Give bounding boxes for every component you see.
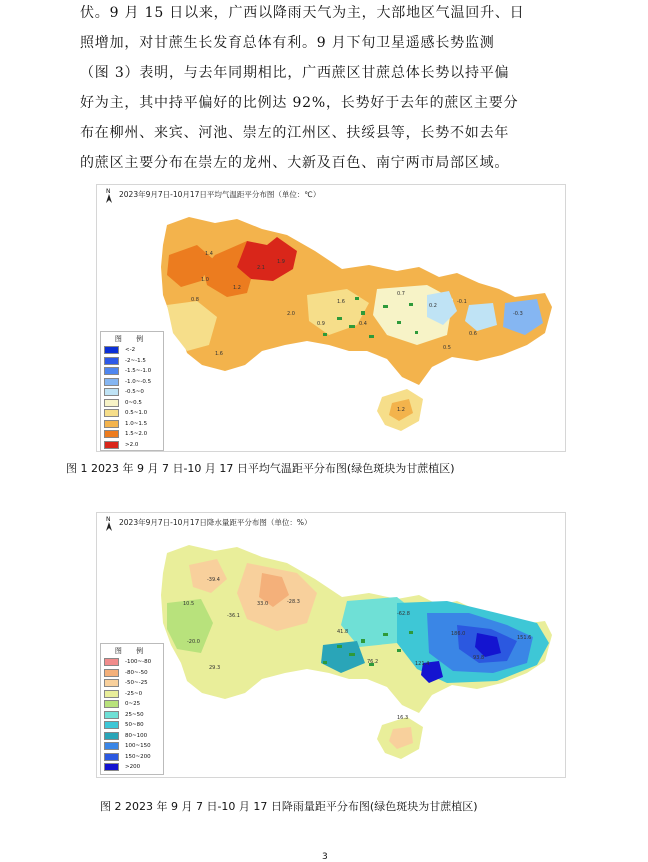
legend-label: 80~100 (125, 732, 148, 739)
map-title: 2023年9月7日-10月17日降水量距平分布图（单位：%） (119, 518, 312, 527)
svg-text:-62.8: -62.8 (397, 611, 410, 617)
svg-text:-36.1: -36.1 (227, 613, 240, 619)
legend-swatch (104, 679, 119, 687)
legend-swatch (104, 441, 119, 449)
legend-swatch (104, 367, 119, 375)
figure-precipitation-anomaly-map (96, 512, 566, 778)
legend-swatch (104, 690, 119, 698)
legend-label: 0.5~1.0 (125, 410, 148, 417)
north-arrow-icon: N (103, 516, 115, 532)
svg-text:93.8: 93.8 (473, 655, 485, 661)
legend-item (101, 710, 163, 721)
paragraph-line: 好为主，其中持平偏好的比例达 92%，长势好于去年的蔗区主要分 (80, 95, 519, 111)
legend-item (101, 657, 163, 668)
page-number: 3 (322, 852, 328, 862)
svg-text:0.2: 0.2 (429, 303, 437, 309)
legend-swatch (104, 388, 119, 396)
legend-title: 图 例 (114, 647, 150, 655)
svg-text:186.0: 186.0 (451, 631, 466, 637)
legend-label: -100~-80 (125, 659, 152, 666)
svg-text:1.0: 1.0 (201, 277, 209, 283)
legend-item (101, 668, 163, 679)
svg-text:-20.0: -20.0 (187, 639, 200, 645)
north-arrow-icon: N (103, 188, 115, 204)
paragraph-line: 伏。9 月 15 日以来，广西以降雨天气为主，大部地区气温回升、日 (80, 5, 525, 21)
legend-swatch (104, 700, 119, 708)
legend-swatch (104, 732, 119, 740)
legend-label: -25~0 (125, 690, 143, 697)
legend-label: 150~200 (125, 753, 151, 760)
paragraph-line: 的蔗区主要分布在崇左的龙州、大新及百色、南宁两市局部区域。 (80, 155, 510, 171)
legend-swatch (104, 711, 119, 719)
legend-label: 0~25 (125, 701, 141, 708)
svg-text:16.3: 16.3 (397, 715, 409, 721)
svg-text:1.6: 1.6 (215, 351, 223, 357)
legend-item (101, 689, 163, 700)
legend-item (101, 731, 163, 742)
legend-label: 0~0.5 (125, 399, 142, 406)
legend-label: -50~-25 (125, 680, 148, 687)
svg-text:0.8: 0.8 (191, 297, 199, 303)
legend-swatch (104, 346, 119, 354)
svg-text:2.0: 2.0 (287, 311, 295, 317)
svg-text:0.6: 0.6 (469, 331, 477, 337)
svg-text:151.6: 151.6 (517, 635, 532, 641)
legend-item (101, 366, 163, 377)
temperature-anomaly-map (97, 185, 565, 451)
map-legend (100, 643, 164, 775)
svg-text:1.2: 1.2 (233, 285, 241, 291)
legend-swatch (104, 753, 119, 761)
legend-swatch (104, 669, 119, 677)
legend-label: -2~-1.5 (125, 357, 146, 364)
legend-item (101, 419, 163, 430)
legend-swatch (104, 721, 119, 729)
paragraph-line: （图 3）表明，与去年同期相比，广西蔗区甘蔗总体长势以持平偏 (80, 65, 510, 81)
legend-swatch (104, 378, 119, 386)
legend-swatch (104, 763, 119, 771)
legend-item (101, 387, 163, 398)
svg-text:1.9: 1.9 (277, 259, 285, 265)
legend-item (101, 440, 163, 451)
legend-swatch (104, 357, 119, 365)
legend-item (101, 678, 163, 689)
legend-label: -80~-50 (125, 669, 148, 676)
legend-item (101, 377, 163, 388)
legend-title: 图 例 (114, 335, 150, 343)
legend-label: >2.0 (125, 441, 139, 448)
legend-label: 1.0~1.5 (125, 420, 148, 427)
legend-swatch (104, 409, 119, 417)
legend-item (101, 345, 163, 356)
svg-text:0.7: 0.7 (397, 291, 405, 297)
legend-swatch (104, 420, 119, 428)
legend-label: 1.5~2.0 (125, 431, 148, 438)
svg-text:-0.3: -0.3 (513, 311, 523, 317)
svg-text:76.2: 76.2 (367, 659, 379, 665)
svg-text:1.2: 1.2 (397, 407, 405, 413)
map-legend (100, 331, 164, 451)
figure-temperature-anomaly-map (96, 184, 566, 452)
legend-item (101, 752, 163, 763)
legend-item (101, 762, 163, 773)
svg-text:1.6: 1.6 (337, 299, 345, 305)
svg-text:121.4: 121.4 (415, 661, 430, 667)
figure-1-caption: 图 1 2023 年 9 月 7 日-10 月 17 日平均气温距平分布图(绿色斑块为甘蔗植区) (66, 462, 455, 475)
svg-text:0.4: 0.4 (359, 321, 367, 327)
svg-text:-39.4: -39.4 (207, 577, 220, 583)
svg-text:41.8: 41.8 (337, 629, 349, 635)
svg-text:2.1: 2.1 (257, 265, 265, 271)
legend-label: -1.0~-0.5 (125, 378, 152, 385)
legend-swatch (104, 399, 119, 407)
legend-item (101, 408, 163, 419)
legend-swatch (104, 430, 119, 438)
svg-text:0.9: 0.9 (317, 321, 325, 327)
svg-text:33.0: 33.0 (257, 601, 269, 607)
svg-text:10.5: 10.5 (183, 601, 195, 607)
svg-text:1.4: 1.4 (205, 251, 213, 257)
svg-text:29.3: 29.3 (209, 665, 221, 671)
legend-label: 50~80 (125, 722, 144, 729)
paragraph-line: 照增加，对甘蔗生长发育总体有利。9 月下旬卫星遥感长势监测 (80, 35, 495, 51)
legend-item (101, 398, 163, 409)
legend-swatch (104, 742, 119, 750)
legend-item (101, 699, 163, 710)
legend-label: >200 (125, 764, 141, 771)
svg-text:0.5: 0.5 (443, 345, 451, 351)
legend-label: <-2 (125, 347, 136, 354)
map-title: 2023年9月7日-10月17日平均气温距平分布图（单位：℃） (119, 190, 321, 199)
svg-text:-0.1: -0.1 (457, 299, 467, 305)
body-paragraph (80, 4, 580, 184)
legend-label: 100~150 (125, 743, 151, 750)
legend-item (101, 429, 163, 440)
legend-swatch (104, 658, 119, 666)
svg-text:-28.3: -28.3 (287, 599, 300, 605)
figure-2-caption: 图 2 2023 年 9 月 7 日-10 月 17 日降雨量距平分布图(绿色斑块为甘蔗植区) (100, 800, 478, 813)
legend-label: -0.5~0 (125, 389, 144, 396)
legend-item (101, 741, 163, 752)
legend-item (101, 356, 163, 367)
legend-item (101, 720, 163, 731)
paragraph-line: 布在柳州、来宾、河池、崇左的江州区、扶绥县等，长势不如去年 (80, 125, 510, 141)
legend-label: 25~50 (125, 711, 144, 718)
legend-label: -1.5~-1.0 (125, 368, 152, 375)
precipitation-anomaly-map (97, 513, 565, 777)
